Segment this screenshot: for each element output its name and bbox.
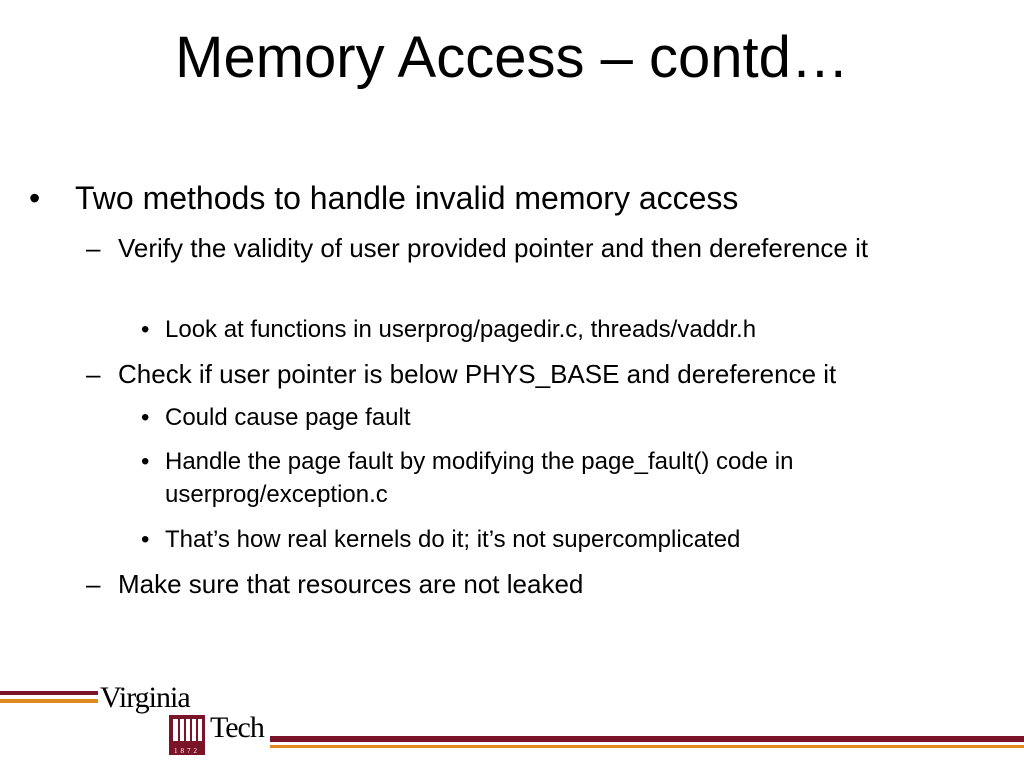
- footer-stripe-orange-left: [0, 699, 98, 703]
- bullet-marker: •: [141, 448, 150, 475]
- bullet-text: Two methods to handle invalid memory access: [75, 180, 739, 216]
- bullet-level2-check-phys-base: [0, 356, 1000, 392]
- logo-virginia: Virginia: [100, 681, 190, 714]
- bullet-text: Look at functions in userprog/pagedir.c, threads/vaddr.h: [165, 316, 757, 343]
- bullet-text: Verify the validity of user provided pointer and then dereference it: [118, 233, 869, 263]
- bullet-level3-page-fault: [0, 401, 1000, 434]
- footer-stripe-orange-right: [270, 745, 1024, 748]
- bullet-text: Could cause page fault: [165, 404, 411, 431]
- bullet-marker: •: [141, 526, 150, 553]
- shield-year: 1872: [174, 747, 200, 755]
- bullet-level3-look-at-functions: [0, 313, 1000, 346]
- footer-stripe-maroon-right: [270, 736, 1024, 742]
- bullet-marker: •: [141, 316, 150, 343]
- bullet-marker: •: [29, 180, 41, 216]
- bullet-text: Handle the page fault by modifying the page_fault() code in userprog/exception.c: [165, 448, 794, 508]
- dash-marker: –: [86, 359, 101, 389]
- bullet-level1-methods: [0, 176, 1000, 220]
- bullet-level2-resources: [0, 566, 1000, 602]
- bullet-text: Make sure that resources are not leaked: [118, 569, 584, 599]
- bullet-text: That’s how real kernels do it; it’s not supercomplicated: [165, 526, 741, 553]
- slide-title: Memory Access – contd…: [175, 25, 849, 90]
- shield-icon: [168, 714, 206, 756]
- bullet-marker: •: [141, 404, 150, 431]
- logo-tech: Tech: [210, 711, 264, 744]
- dash-marker: –: [86, 233, 101, 263]
- footer-stripe-maroon-left: [0, 691, 98, 695]
- bullet-level3-handle-page-fault: [0, 445, 970, 511]
- dash-marker: –: [86, 569, 101, 599]
- bullet-level2-verify-validity: [0, 230, 1002, 266]
- bullet-level3-real-kernels: [0, 523, 1000, 556]
- bullet-text: Check if user pointer is below PHYS_BASE and dereference it: [118, 359, 837, 389]
